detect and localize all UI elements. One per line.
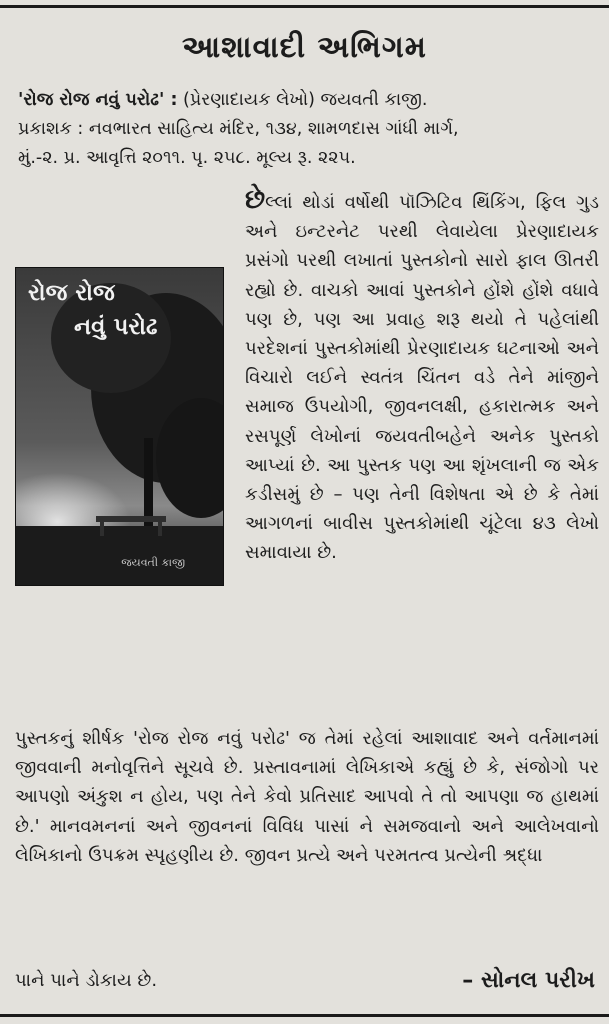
bottom-rule (0, 1014, 609, 1017)
paragraph-two (15, 724, 599, 870)
book-cover-frame (15, 267, 231, 587)
cover-author: જયવતી કાજી (121, 555, 185, 569)
article-headline: આશાવાદી અભિગમ (182, 30, 427, 65)
paragraph-two-text: પુસ્તકનું શીર્ષક 'રોજ રોજ નવું પરોઢ' જ તેમાં રહેલાં આશાવાદ અને વર્તમાનમાં જીવવાની મનોવૃત્તિને સૂચવે છે. પ્રસ્તાવનામાં લેખિકાએ કહ્યું છે કે, સંજોગો પર આપણો અંકુશ ન હોય, પણ તેને કેવો પ્રતિસાદ આપવો તે તો આપણા જ હાથમાં છે.' માનવમનનાં અને જીવનનાં વિવિધ પાસાં ને સમજવાનો અને આલેખવાનો લેખિકાનો ઉપક્રમ સ્પૃહણીય છે. જીવન પ્રત્યે અને પરમતત્વ પ્રત્યેની શ્રદ્ધા (15, 728, 599, 866)
book-title: 'રોજ રોજ નવું પરોઢ' : (18, 90, 178, 110)
drop-cap: છે (245, 185, 266, 215)
publisher-line: પ્રકાશક : નવભારત સાહિત્ય મંદિર, ૧૩૪, શામળદાસ ગાંધી માર્ગ, (18, 119, 459, 139)
edition-line: મું.-૨. પ્ર. આવૃત્તિ ૨૦૧૧. પૃ. ૨૫૮. મૂલ્ય રૂ. ૨૨૫. (18, 148, 356, 168)
top-rule (0, 5, 609, 8)
book-genre-author: (પ્રેરણાદાયક લેખો) જયવતી કાજી. (177, 90, 428, 110)
cover-title-line-2: નવું પરોઢ (74, 314, 158, 340)
paragraph-one-text: લ્લાં થોડાં વર્ષોથી પૉઝિટિવ થિંકિંગ, ફિલ ગુડ અને ઇન્ટરનેટ પરથી લેવાયેલા પ્રેરણાદાયક પ્રસંગો પરથી લખાતાં પુસ્તકોનો સારો ફાલ ઊતરી રહ્યો છે. વાચકો આવાં પુસ્તકોને હોંશે હોંશે વધાવે પણ છે, પણ આ પ્રવાહ શરૂ થયો તે પહેલાંથી પરદેશનાં પુસ્તકોમાંથી પ્રેરણાદાયક ઘટનાઓ અને વિચારો લઈને સ્વતંત્ર ચિંતન વડે તેને માંજીને સમાજ ઉપયોગી, જીવનલક્ષી, હકારાત્મક અને રસપૂર્ણ લેખોનાં જયવતીબહેને અનેક પુસ્તકો આપ્યાં છે. આ પુસ્તક પણ આ શૃંખલાની જ એક કડીસમું છે – પણ તેની વિશેષતા એ છે કે તેમાં આગળનાં બાવીસ પુસ્તકોમાંથી ચૂંટેલા ૪૩ લેખો સમાવાયા છે. (245, 192, 599, 564)
book-meta (18, 86, 608, 173)
paragraph-one (15, 186, 599, 587)
book-cover-image (15, 267, 224, 586)
author-byline: – સોનલ પરીખ (462, 968, 595, 993)
cover-title-line-1: રોજ રોજ (28, 280, 115, 306)
closing-row (15, 966, 599, 996)
book-title-line (18, 86, 608, 115)
closing-line: પાને પાને ડોકાય છે. (15, 970, 158, 991)
